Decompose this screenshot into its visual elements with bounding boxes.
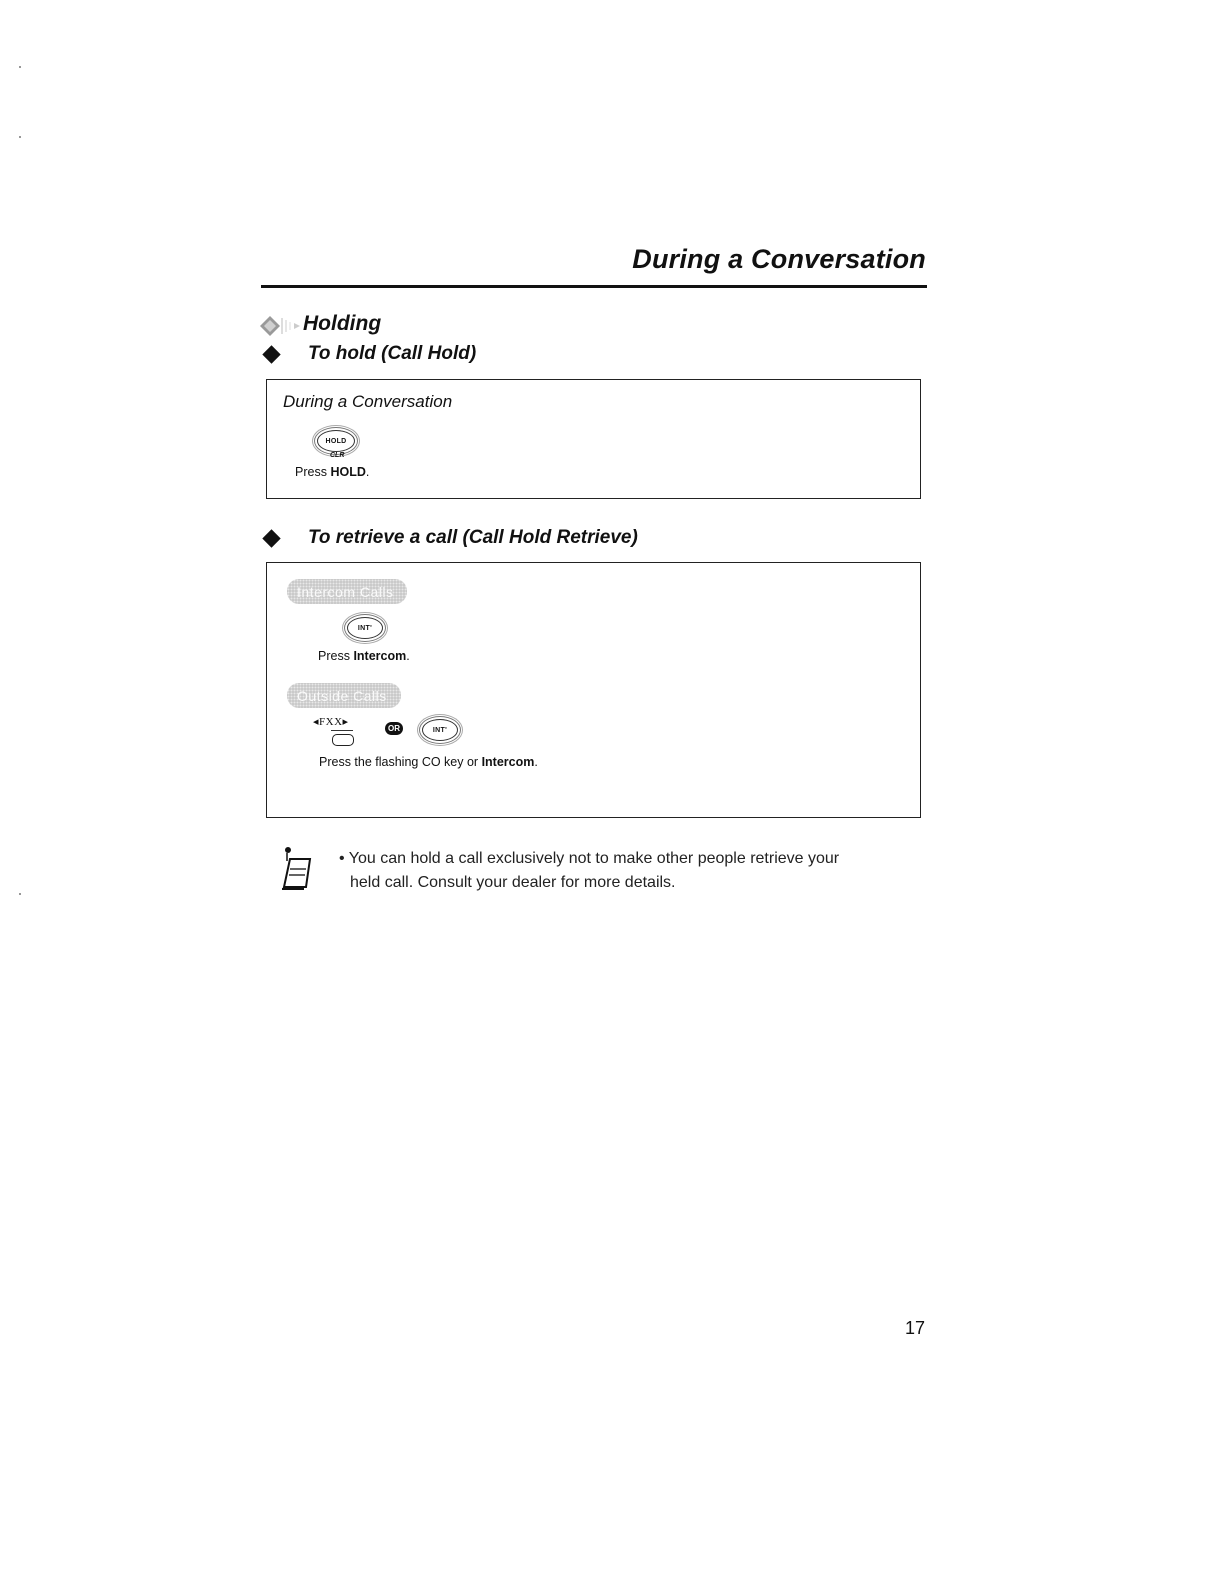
header-rule [261, 285, 927, 288]
caption-text: . [534, 755, 538, 769]
margin-mark [19, 66, 21, 68]
intercom-calls-badge: Intercom Calls [287, 579, 407, 604]
hold-key-label: HOLD [325, 437, 347, 445]
call-hold-retrieve-panel [266, 562, 921, 818]
margin-mark [19, 136, 21, 138]
page-title: During a Conversation [632, 244, 926, 274]
note-pad-icon [280, 845, 316, 891]
caption-text: Press the flashing CO key or [319, 755, 482, 769]
outside-calls-badge: Outside Calls [287, 683, 401, 708]
clr-label: CLR [330, 452, 345, 459]
caption-text: Press [318, 649, 354, 663]
intercom-key-label: INT' [357, 624, 373, 632]
subsection-call-hold [262, 343, 476, 365]
outside-caption [319, 755, 538, 769]
section-title: Holding [303, 312, 382, 335]
caption-text: Press [295, 465, 331, 479]
caption-key-name: Intercom [353, 649, 407, 663]
co-key-rule [331, 730, 353, 731]
subsection-call-hold-retrieve [262, 527, 638, 549]
intercom-key-label: INT' [432, 726, 448, 734]
holding-feature-icon [258, 314, 302, 338]
note-line: held call. Consult your dealer for more details. [350, 874, 676, 891]
intercom-key-icon [422, 719, 458, 741]
subsection-title: To retrieve a call (Call Hold Retrieve) [308, 527, 638, 548]
hold-caption [295, 465, 369, 479]
hold-key-icon [317, 430, 355, 452]
panel-heading: During a Conversation [283, 392, 453, 411]
intercom-key-icon [347, 617, 383, 639]
caption-key-name: HOLD [330, 465, 366, 479]
or-badge: OR [385, 722, 403, 735]
margin-mark [19, 893, 21, 895]
diamond-bullet-icon [262, 529, 280, 547]
note-line: • You can hold a call exclusively not to make other people retrieve your [339, 850, 840, 867]
co-key-icon [332, 734, 354, 746]
caption-text: . [406, 649, 410, 663]
subsection-title: To hold (Call Hold) [308, 343, 477, 364]
diamond-bullet-icon [262, 345, 280, 363]
intercom-caption [318, 649, 410, 663]
page-number: 17 [905, 1318, 926, 1338]
caption-key-name: Intercom [481, 755, 535, 769]
caption-text: . [365, 465, 370, 479]
flashing-co-indicator: ◂FXX▸ [313, 716, 349, 728]
call-hold-panel [266, 379, 921, 499]
